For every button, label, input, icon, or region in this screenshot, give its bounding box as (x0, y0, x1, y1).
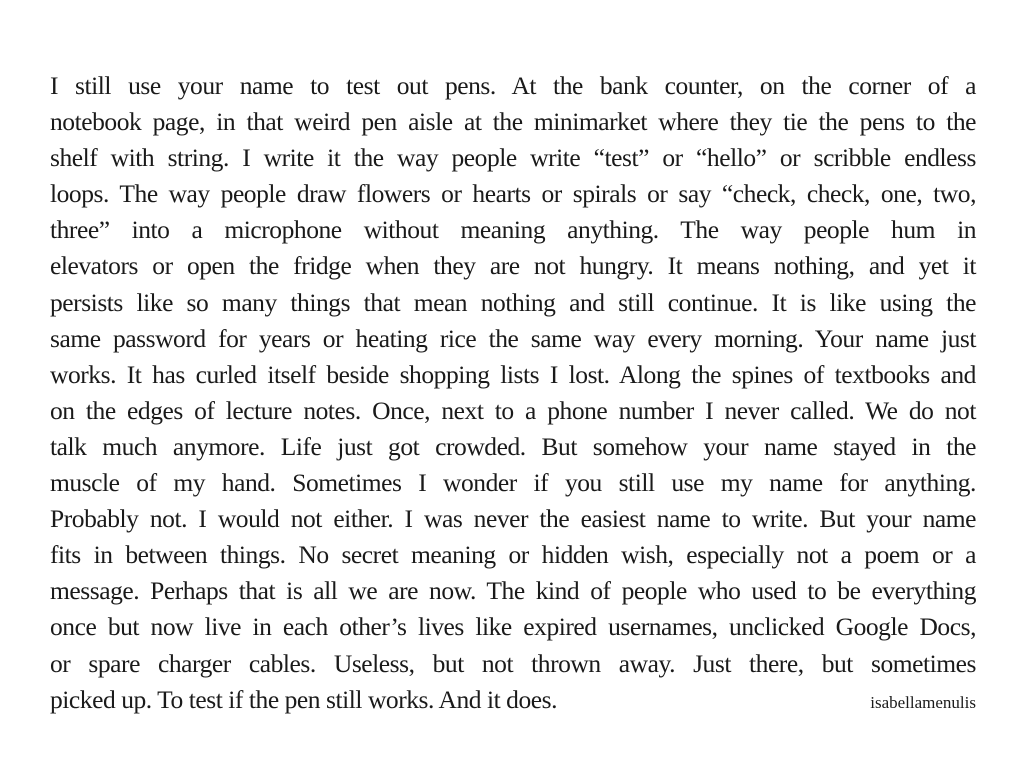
poem-line: works. It has curled itself beside shopping lists I lost. Along the spines of textbooks and (50, 359, 976, 389)
poem-line: three” into a microphone without meaning anything. The way people hum in (50, 215, 976, 245)
author-signature: isabellamenulis (870, 692, 976, 712)
poem-line: persists like so many things that mean nothing and still continue. It is like using the (50, 287, 976, 317)
poem-line: shelf with string. I write it the way people write “test” or “hello” or scribble endless (50, 143, 976, 173)
poem-line: message. Perhaps that is all we are now. The kind of people who used to be everything (50, 576, 976, 606)
poem-line: fits in between things. No secret meaning or hidden wish, especially not a poem or a (50, 540, 976, 570)
poem-line: talk much anymore. Life just got crowded. But somehow your name stayed in the (50, 431, 976, 461)
poem-line: muscle of my hand. Sometimes I wonder if you still use my name for anything. (50, 468, 976, 498)
poem-line: notebook page, in that weird pen aisle at the minimarket where they tie the pens to the (50, 107, 976, 137)
poem-last-line (50, 682, 976, 721)
poem-line: same password for years or heating rice the same way every morning. Your name just (50, 323, 976, 353)
poem-line: loops. The way people draw flowers or hearts or spirals or say “check, check, one, two, (50, 179, 976, 209)
poem-page (50, 68, 976, 721)
poem-line: elevators or open the fridge when they are not hungry. It means nothing, and yet it (50, 251, 976, 281)
poem-line: I still use your name to test out pens. At the bank counter, on the corner of a (50, 71, 976, 100)
poem-text (50, 68, 976, 721)
poem-line: on the edges of lecture notes. Once, next to a phone number I never called. We do not (50, 395, 976, 425)
poem-line: once but now live in each other’s lives like expired usernames, unclicked Google Docs, (50, 612, 976, 642)
poem-line: picked up. To test if the pen still works. And it does. (50, 684, 558, 714)
poem-line: or spare charger cables. Useless, but not thrown away. Just there, but sometimes (50, 648, 976, 678)
poem-line: Probably not. I would not either. I was never the easiest name to write. But your name (50, 504, 976, 534)
